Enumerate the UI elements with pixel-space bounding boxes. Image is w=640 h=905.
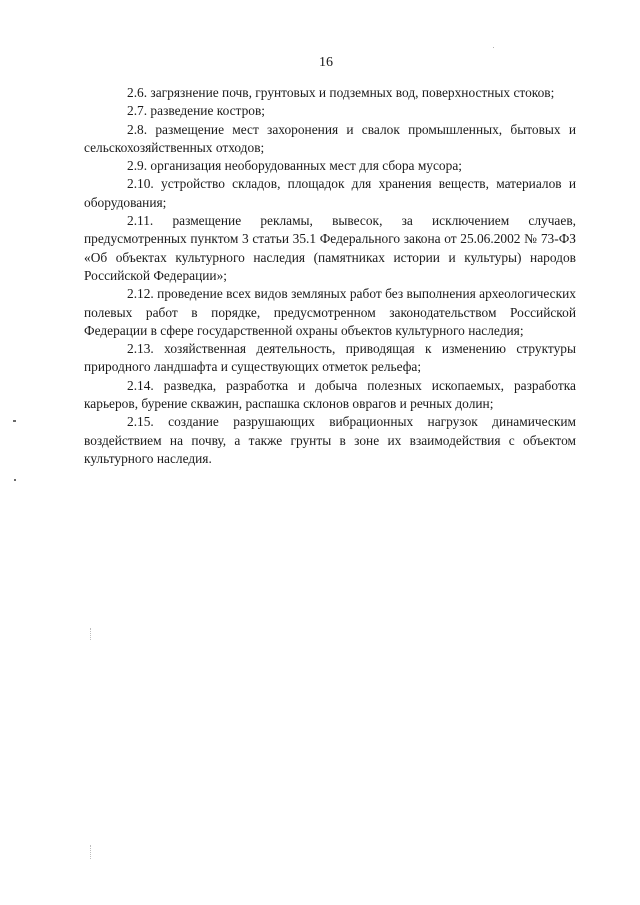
- paragraph-2-8: 2.8. размещение мест захоронения и свалок промышленных, бытовых и сельскохозяйственных отходов;: [84, 121, 576, 155]
- paragraph-2-6: 2.6. загрязнение почв, грунтовых и подземных вод, поверхностных стоков;: [127, 85, 555, 100]
- scan-margin-mark: [90, 845, 91, 859]
- document-body: [84, 84, 576, 468]
- scan-speck: [493, 47, 494, 48]
- scan-margin-mark: [90, 628, 91, 640]
- paragraph-2-7: 2.7. разведение костров;: [127, 103, 265, 119]
- paragraph-2-15: 2.15. создание разрушающих вибрационных нагрузок динамическим воздействием на почву, а также грунты в зоне их взаимодействия с объектом культурного наследия.: [84, 414, 576, 466]
- paragraph-2-10: 2.10. устройство складов, площадок для хранения веществ, материалов и оборудования;: [84, 176, 576, 210]
- paragraph-2-13: 2.13. хозяйственная деятельность, приводящая к изменению структуры природного ландшафта и существующих отметок рельефа;: [84, 341, 576, 375]
- paragraph-2-14: 2.14. разведка, разработка и добыча полезных ископаемых, разработка карьеров, бурение скважин, распашка склонов оврагов и речных долин;: [84, 377, 576, 412]
- paragraph-2-9: 2.9. организация необорудованных мест для сбора мусора;: [127, 158, 462, 174]
- page-number: 16: [319, 55, 333, 70]
- paragraph-2-12: 2.12. проведение всех видов земляных работ без выполнения археологических полевых работ в порядке, предусмотренном законодательством Российской Федерации в сфере государственной охраны объектов культурного наследия;: [84, 286, 576, 338]
- paragraph-2-11: 2.11. размещение рекламы, вывесок, за исключением случаев, предусмотренных пунктом 3 статьи 35.1 Федерального закона от 25.06.2002 № 73-ФЗ «Об объектах культурного наследия (памятниках истории и культуры) народов Российской Федерации»;: [84, 213, 576, 283]
- scan-speck: [14, 479, 16, 481]
- scan-speck: [13, 420, 16, 422]
